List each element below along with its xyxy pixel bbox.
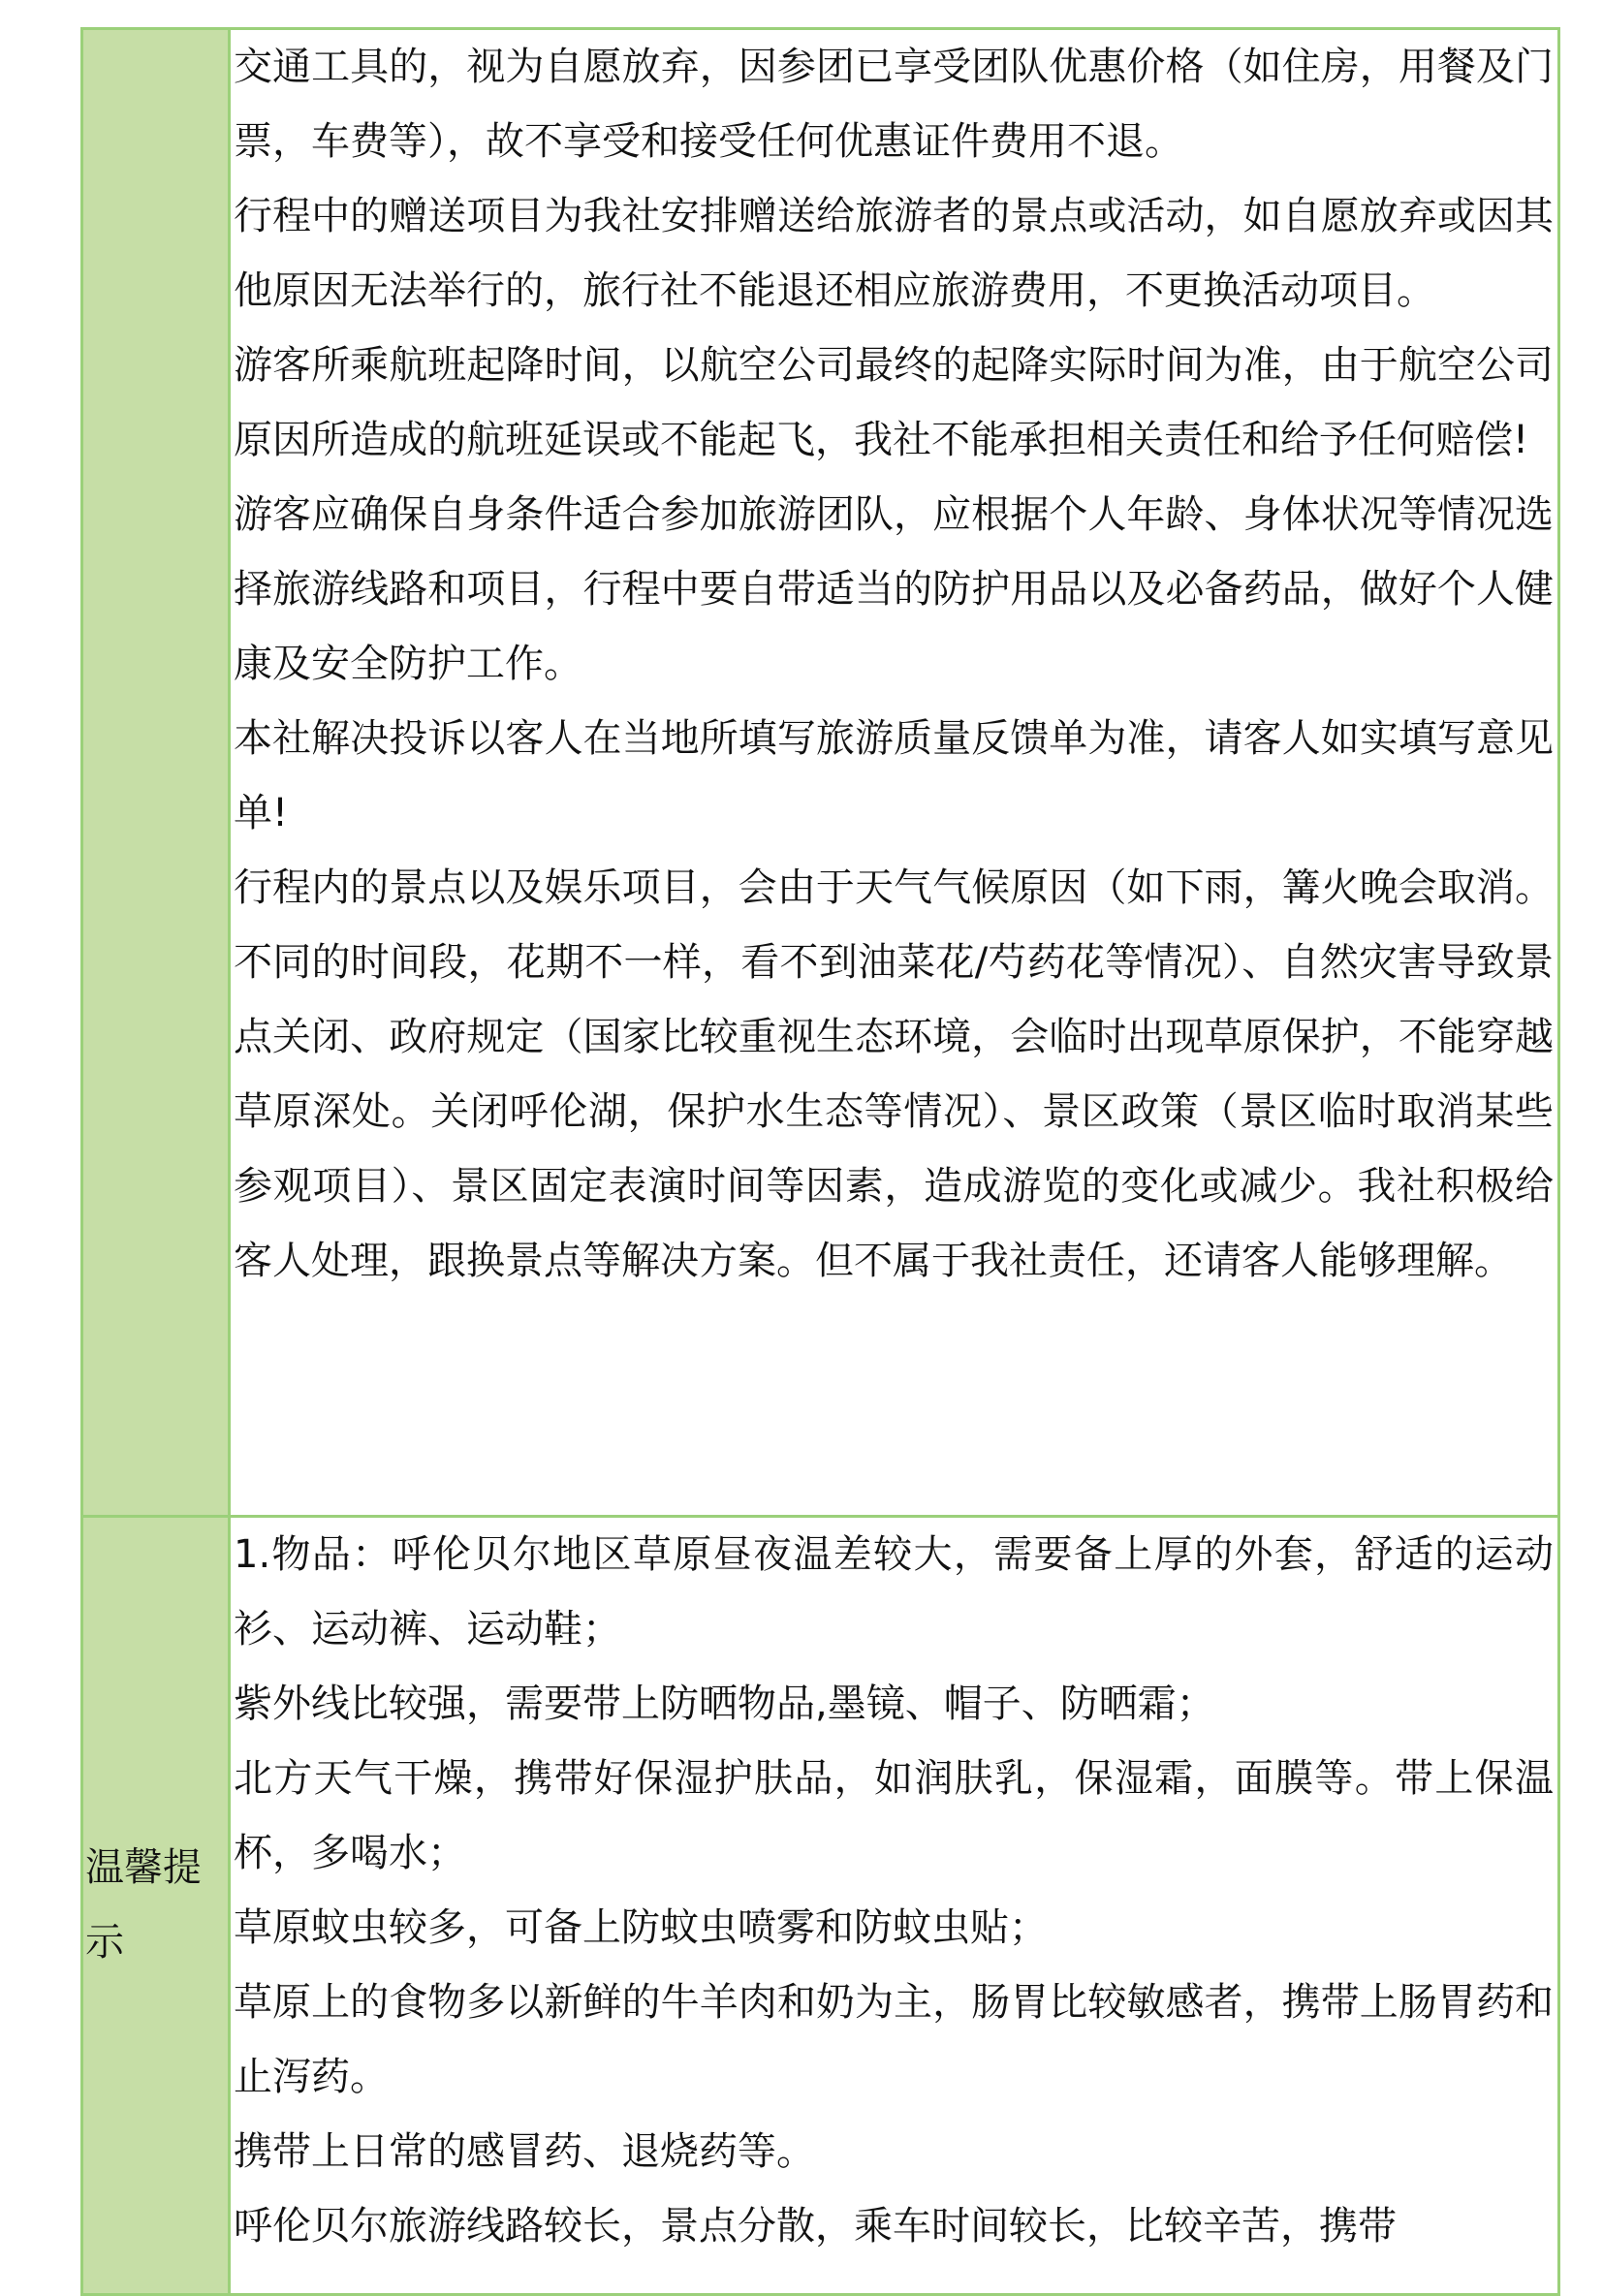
paragraph-gift-items: 行程中的赠送项目为我社安排赠送给旅游者的景点或活动，如自愿放弃或因其他原因无法举行的，旅行社不能退还相应旅游费用，不更换活动项目。 xyxy=(234,194,1554,313)
table-row xyxy=(82,1517,1559,2295)
paragraph-itinerary-changes: 行程内的景点以及娱乐项目，会由于天气气候原因（如下雨，篝火晚会取消。不同的时间段，花期不一样，看不到油菜花/芍药花等情况）、自然灾害导致景点关闭、政府规定（国家比较重视生态环境，会临时出现草原保护，不能穿越草原深处。关闭呼伦湖，保护水生态等情况）、景区政策（景区临时取消某些参观项目）、景区固定表演时间等因素，造成游览的变化或减少。我社积极给客人处理，跟换景点等解决方案。但不属于我社责任，还请客人能够理解。 xyxy=(234,865,1554,1283)
tip-sun-protection: 紫外线比较强，需要带上防晒物品,墨镜、帽子、防晒霜； xyxy=(234,1682,1215,1726)
paragraph-complaints: 本社解决投诉以客人在当地所填写旅游质量反馈单为准，请客人如实填写意见单! xyxy=(234,716,1554,835)
row-label-warm-tips: 温馨提示 xyxy=(82,1517,230,2295)
paragraph-health-safety: 游客应确保自身条件适合参加旅游团队，应根据个人年龄、身体状况等情况选择旅游线路和项目，行程中要自带适当的防护用品以及必备药品，做好个人健康及安全防护工作。 xyxy=(234,492,1554,686)
tip-long-route: 呼伦贝尔旅游线路较长，景点分散，乘车时间较长，比较辛苦，携带 xyxy=(234,2204,1397,2249)
travel-notice-table xyxy=(80,27,1560,2296)
tip-mosquito: 草原蚊虫较多，可备上防蚊虫喷雾和防蚊虫贴； xyxy=(234,1905,1048,1950)
paragraph-flight-times: 游客所乘航班起降时间，以航空公司最终的起降实际时间为准，由于航空公司原因所造成的航班延误或不能起飞，我社不能承担相关责任和给予任何赔偿! xyxy=(234,343,1554,462)
tip-stomach-medicine: 草原上的食物多以新鲜的牛羊肉和奶为主，肠胃比较敏感者，携带上肠胃药和止泻药。 xyxy=(234,1980,1554,2099)
tip-cold-medicine: 携带上日常的感冒药、退烧药等。 xyxy=(234,2129,815,2174)
tip-skincare: 北方天气干燥，携带好保湿护肤品，如润肤乳，保湿霜，面膜等。带上保温杯，多喝水； xyxy=(234,1756,1554,1875)
row-label-cell xyxy=(82,29,230,1517)
row-content-cell xyxy=(230,29,1559,1517)
tip-clothing: 1.物品：呼伦贝尔地区草原昼夜温差较大，需要备上厚的外套，舒适的运动衫、运动裤、运动鞋； xyxy=(234,1532,1554,1651)
document-page xyxy=(80,27,1554,2267)
table-row xyxy=(82,29,1559,1517)
paragraph-transport-waiver: 交通工具的，视为自愿放弃，因参团已享受团队优惠价格（如住房，用餐及门票，车费等），故不享受和接受任何优惠证件费用不退。 xyxy=(234,45,1554,164)
row-content-cell xyxy=(230,1517,1559,2295)
